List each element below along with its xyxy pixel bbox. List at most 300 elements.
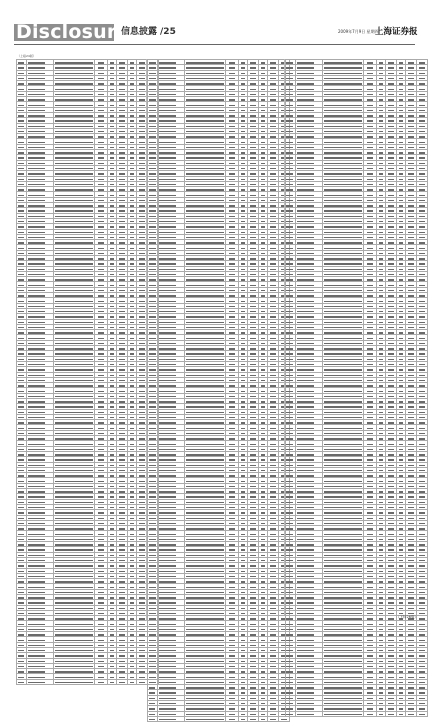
text-placeholder [98, 311, 105, 312]
text-placeholder [159, 301, 176, 302]
text-placeholder [399, 73, 403, 74]
text-placeholder [261, 338, 265, 339]
text-placeholder [98, 396, 105, 397]
text-placeholder [149, 549, 155, 550]
text-placeholder [241, 481, 245, 482]
text-placeholder [241, 327, 245, 328]
text-placeholder [28, 83, 45, 84]
text-placeholder [98, 486, 105, 487]
text-placeholder [110, 179, 114, 180]
text-placeholder [18, 258, 24, 259]
text-placeholder [250, 687, 256, 688]
text-placeholder [18, 301, 24, 302]
text-placeholder [139, 581, 145, 582]
text-placeholder [270, 152, 276, 153]
text-placeholder [241, 698, 245, 699]
text-placeholder [270, 338, 276, 339]
text-placeholder [270, 512, 276, 513]
text-placeholder [159, 565, 176, 566]
text-placeholder [139, 391, 145, 392]
text-placeholder [159, 528, 176, 529]
text-placeholder [186, 316, 224, 317]
text-placeholder [324, 94, 362, 95]
text-placeholder [130, 67, 134, 68]
text-placeholder [261, 459, 265, 460]
text-placeholder [119, 375, 125, 376]
text-placeholder [159, 115, 176, 116]
text-placeholder [130, 163, 134, 164]
text-placeholder [28, 279, 45, 280]
text-placeholder [28, 624, 45, 625]
text-placeholder [324, 126, 362, 127]
text-placeholder [261, 210, 265, 211]
text-placeholder [98, 634, 105, 635]
text-placeholder [18, 491, 24, 492]
text-placeholder [250, 502, 256, 503]
text-placeholder [28, 226, 45, 227]
text-placeholder [379, 110, 383, 111]
text-placeholder [139, 549, 145, 550]
text-placeholder [119, 142, 125, 143]
text-placeholder [388, 147, 394, 148]
text-placeholder [186, 301, 224, 302]
text-placeholder [98, 523, 105, 524]
text-placeholder [379, 131, 383, 132]
text-placeholder [229, 454, 236, 455]
text-placeholder [55, 391, 93, 392]
text-placeholder [55, 136, 93, 137]
text-placeholder [261, 380, 265, 381]
text-placeholder [270, 73, 276, 74]
text-placeholder [241, 406, 245, 407]
text-placeholder [149, 412, 155, 413]
text-placeholder [408, 152, 414, 153]
text-placeholder [110, 99, 114, 100]
text-placeholder [229, 692, 236, 693]
text-placeholder [159, 221, 176, 222]
text-placeholder [18, 163, 24, 164]
text-placeholder [159, 152, 176, 153]
text-placeholder [241, 539, 245, 540]
text-placeholder [139, 406, 145, 407]
text-placeholder [241, 242, 245, 243]
text-placeholder [98, 338, 105, 339]
text-placeholder [98, 94, 105, 95]
text-placeholder [250, 232, 256, 233]
text-placeholder [261, 322, 265, 323]
text-placeholder [139, 486, 145, 487]
text-placeholder [110, 62, 114, 63]
text-placeholder [98, 369, 105, 370]
text-placeholder [130, 624, 134, 625]
text-placeholder [28, 412, 45, 413]
text-placeholder [261, 449, 265, 450]
text-placeholder [149, 645, 155, 646]
text-placeholder [139, 496, 145, 497]
text-placeholder [229, 507, 236, 508]
text-placeholder [186, 306, 224, 307]
text-placeholder [229, 316, 236, 317]
text-placeholder [110, 428, 114, 429]
text-placeholder [149, 714, 155, 715]
text-placeholder [250, 417, 256, 418]
text-placeholder [159, 348, 176, 349]
text-placeholder [270, 698, 276, 699]
text-placeholder [139, 232, 145, 233]
text-placeholder [270, 115, 276, 116]
text-placeholder [270, 189, 276, 190]
text-placeholder [28, 645, 45, 646]
text-placeholder [159, 433, 176, 434]
text-placeholder [149, 380, 155, 381]
text-placeholder [250, 327, 256, 328]
text-placeholder [399, 105, 403, 106]
text-placeholder [186, 89, 224, 90]
text-placeholder [229, 200, 236, 201]
text-placeholder [55, 454, 93, 455]
text-placeholder [270, 597, 276, 598]
text-placeholder [270, 67, 276, 68]
text-placeholder [250, 703, 256, 704]
text-placeholder [110, 507, 114, 508]
text-placeholder [110, 433, 114, 434]
text-placeholder [139, 401, 145, 402]
text-placeholder [241, 528, 245, 529]
text-placeholder [28, 67, 45, 68]
text-placeholder [139, 571, 145, 572]
text-placeholder [229, 226, 236, 227]
text-placeholder [250, 375, 256, 376]
text-placeholder [229, 306, 236, 307]
text-placeholder [139, 157, 145, 158]
text-placeholder [55, 481, 93, 482]
text-placeholder [250, 385, 256, 386]
text-placeholder [28, 475, 45, 476]
text-placeholder [186, 555, 224, 556]
text-placeholder [18, 417, 24, 418]
text-placeholder [18, 587, 24, 588]
text-placeholder [186, 666, 224, 667]
text-placeholder [379, 136, 383, 137]
text-placeholder [287, 152, 293, 153]
text-placeholder [55, 385, 93, 386]
text-placeholder [186, 78, 224, 79]
text-placeholder [55, 205, 93, 206]
text-placeholder [119, 338, 125, 339]
text-placeholder [28, 671, 45, 672]
text-placeholder [119, 385, 125, 386]
section-title [118, 25, 176, 39]
text-placeholder [98, 274, 105, 275]
text-placeholder [28, 301, 45, 302]
text-placeholder [186, 99, 224, 100]
text-placeholder [261, 444, 265, 445]
text-placeholder [270, 555, 276, 556]
text-placeholder [55, 528, 93, 529]
text-placeholder [119, 618, 125, 619]
text-placeholder [287, 147, 293, 148]
text-placeholder [241, 348, 245, 349]
text-placeholder [250, 210, 256, 211]
table-cell [54, 679, 95, 684]
table-cell [158, 716, 185, 721]
text-placeholder [139, 285, 145, 286]
text-placeholder [98, 221, 105, 222]
text-placeholder [149, 507, 155, 508]
text-placeholder [367, 78, 374, 79]
text-placeholder [18, 624, 24, 625]
text-placeholder [270, 518, 276, 519]
text-placeholder [18, 274, 24, 275]
text-placeholder [139, 168, 145, 169]
text-placeholder [110, 338, 114, 339]
text-placeholder [130, 248, 134, 249]
text-placeholder [229, 168, 236, 169]
text-placeholder [186, 210, 224, 211]
text-placeholder [159, 306, 176, 307]
text-placeholder [55, 338, 93, 339]
text-placeholder [186, 565, 224, 566]
text-placeholder [139, 359, 145, 360]
text-placeholder [186, 507, 224, 508]
text-placeholder [287, 115, 293, 116]
text-placeholder [18, 62, 24, 63]
text-placeholder [119, 650, 125, 651]
text-placeholder [250, 62, 256, 63]
text-placeholder [98, 475, 105, 476]
text-placeholder [55, 682, 93, 683]
text-placeholder [250, 528, 256, 529]
text-placeholder [130, 94, 134, 95]
text-placeholder [261, 343, 265, 344]
text-placeholder [250, 645, 256, 646]
text-placeholder [55, 258, 93, 259]
text-placeholder [250, 486, 256, 487]
text-placeholder [149, 512, 155, 513]
text-placeholder [130, 459, 134, 460]
text-placeholder [270, 258, 276, 259]
text-placeholder [229, 248, 236, 249]
text-placeholder [119, 444, 125, 445]
text-placeholder [270, 237, 276, 238]
text-placeholder [186, 618, 224, 619]
text-placeholder [149, 258, 155, 259]
text-placeholder [229, 518, 236, 519]
text-placeholder [55, 226, 93, 227]
text-placeholder [241, 470, 245, 471]
text-placeholder [250, 226, 256, 227]
text-placeholder [419, 62, 425, 63]
text-placeholder [18, 332, 24, 333]
text-placeholder [18, 576, 24, 577]
text-placeholder [28, 78, 45, 79]
text-placeholder [250, 359, 256, 360]
text-placeholder [139, 475, 145, 476]
text-placeholder [241, 263, 245, 264]
text-placeholder [159, 195, 176, 196]
text-placeholder [28, 147, 45, 148]
text-placeholder [110, 216, 114, 217]
text-placeholder [408, 105, 414, 106]
text-placeholder [149, 608, 155, 609]
text-placeholder [388, 83, 394, 84]
text-placeholder [379, 105, 383, 106]
text-placeholder [110, 491, 114, 492]
text-placeholder [130, 353, 134, 354]
text-placeholder [98, 83, 105, 84]
text-placeholder [130, 285, 134, 286]
text-placeholder [55, 343, 93, 344]
text-placeholder [18, 226, 24, 227]
text-placeholder [270, 549, 276, 550]
text-placeholder [18, 147, 24, 148]
text-placeholder [379, 157, 383, 158]
text-placeholder [28, 105, 45, 106]
text-placeholder [119, 353, 125, 354]
text-placeholder [241, 523, 245, 524]
text-placeholder [28, 115, 45, 116]
text-placeholder [287, 105, 293, 106]
text-placeholder [98, 549, 105, 550]
text-placeholder [149, 316, 155, 317]
text-placeholder [28, 618, 45, 619]
text-placeholder [241, 189, 245, 190]
text-placeholder [270, 385, 276, 386]
text-placeholder [98, 364, 105, 365]
text-placeholder [139, 375, 145, 376]
text-placeholder [186, 655, 224, 656]
text-placeholder [28, 142, 45, 143]
text-placeholder [18, 290, 24, 291]
text-placeholder [261, 253, 265, 254]
text-placeholder [270, 301, 276, 302]
text-placeholder [367, 142, 374, 143]
text-placeholder [261, 73, 265, 74]
text-placeholder [119, 67, 125, 68]
text-placeholder [159, 465, 176, 466]
text-placeholder [55, 184, 93, 185]
text-placeholder [250, 221, 256, 222]
text-placeholder [18, 359, 24, 360]
newspaper-logo: 上海证券报 [375, 27, 418, 37]
text-placeholder [98, 608, 105, 609]
text-placeholder [55, 587, 93, 588]
text-placeholder [159, 147, 176, 148]
text-placeholder [229, 258, 236, 259]
text-placeholder [367, 83, 374, 84]
text-placeholder [241, 555, 245, 556]
text-placeholder [186, 465, 224, 466]
text-placeholder [139, 327, 145, 328]
text-placeholder [149, 518, 155, 519]
text-placeholder [98, 78, 105, 79]
text-placeholder [28, 576, 45, 577]
text-placeholder [186, 539, 224, 540]
text-placeholder [28, 163, 45, 164]
text-placeholder [250, 677, 256, 678]
text-placeholder [250, 110, 256, 111]
text-placeholder [159, 274, 176, 275]
text-placeholder [149, 650, 155, 651]
text-placeholder [139, 417, 145, 418]
text-placeholder [149, 592, 155, 593]
text-placeholder [241, 375, 245, 376]
text-placeholder [297, 67, 314, 68]
text-placeholder [270, 83, 276, 84]
text-placeholder [98, 555, 105, 556]
text-placeholder [250, 380, 256, 381]
text-placeholder [388, 62, 394, 63]
text-placeholder [55, 364, 93, 365]
text-placeholder [149, 375, 155, 376]
text-placeholder [139, 78, 145, 79]
text-placeholder [261, 518, 265, 519]
text-placeholder [186, 698, 224, 699]
text-placeholder [186, 274, 224, 275]
text-placeholder [130, 263, 134, 264]
text-placeholder [229, 322, 236, 323]
text-placeholder [130, 311, 134, 312]
text-placeholder [241, 391, 245, 392]
text-placeholder [159, 369, 176, 370]
text-placeholder [149, 168, 155, 169]
text-placeholder [186, 602, 224, 603]
text-placeholder [229, 444, 236, 445]
text-placeholder [186, 412, 224, 413]
text-placeholder [98, 544, 105, 545]
text-placeholder [110, 226, 114, 227]
text-placeholder [241, 279, 245, 280]
text-placeholder [241, 369, 245, 370]
text-placeholder [250, 507, 256, 508]
table-cell [239, 716, 248, 721]
text-placeholder [55, 327, 93, 328]
text-placeholder [55, 459, 93, 460]
text-placeholder [186, 157, 224, 158]
text-placeholder [159, 322, 176, 323]
text-placeholder [18, 136, 24, 137]
text-placeholder [130, 629, 134, 630]
text-placeholder [55, 126, 93, 127]
text-placeholder [110, 120, 114, 121]
text-placeholder [119, 168, 125, 169]
text-placeholder [379, 78, 383, 79]
text-placeholder [241, 608, 245, 609]
text-placeholder [119, 475, 125, 476]
text-placeholder [55, 263, 93, 264]
text-placeholder [130, 597, 134, 598]
text-placeholder [28, 375, 45, 376]
text-placeholder [241, 428, 245, 429]
text-placeholder [149, 534, 155, 535]
text-placeholder [297, 126, 314, 127]
text-placeholder [250, 343, 256, 344]
text-placeholder [110, 677, 114, 678]
text-placeholder [98, 428, 105, 429]
text-placeholder [297, 89, 314, 90]
text-placeholder [186, 671, 224, 672]
text-placeholder [130, 83, 134, 84]
text-placeholder [159, 163, 176, 164]
text-placeholder [28, 491, 45, 492]
text-placeholder [18, 242, 24, 243]
text-placeholder [241, 179, 245, 180]
text-placeholder [130, 179, 134, 180]
text-placeholder [241, 449, 245, 450]
text-placeholder [324, 157, 362, 158]
text-placeholder [139, 618, 145, 619]
text-placeholder [18, 189, 24, 190]
